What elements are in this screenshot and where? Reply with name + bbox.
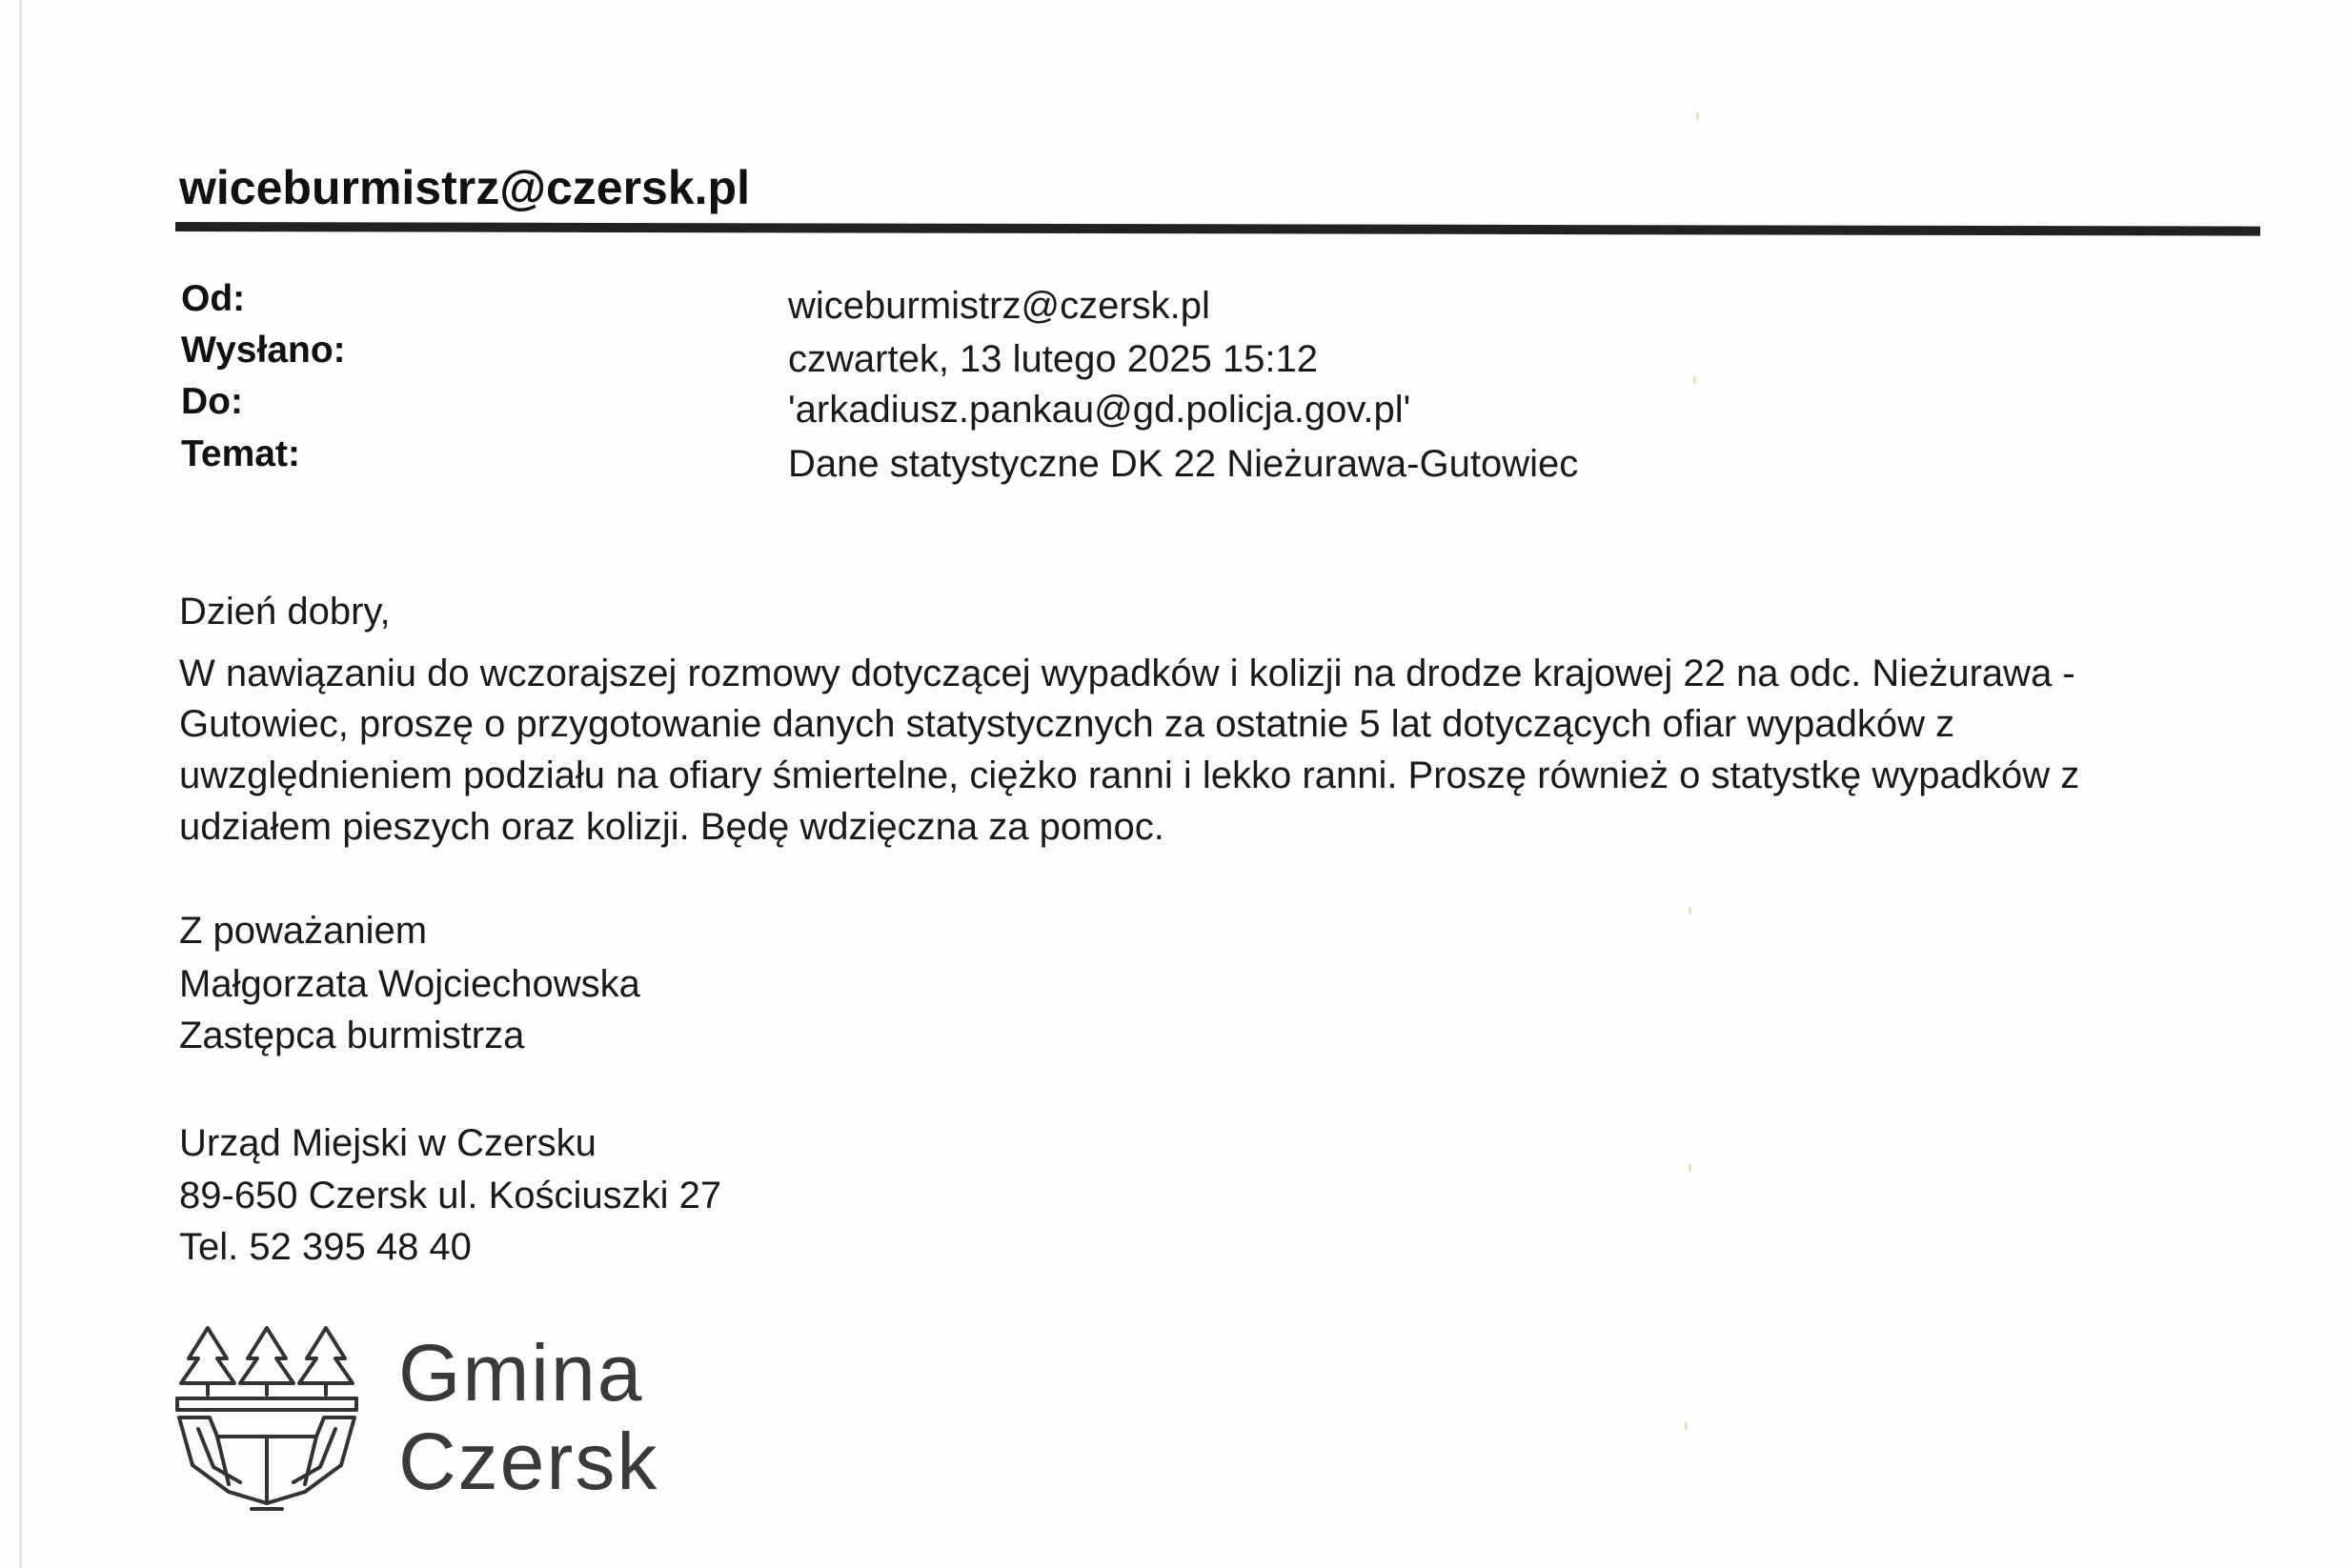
gmina-czersk-emblem-icon <box>172 1322 362 1513</box>
scan-speck <box>1685 1422 1688 1430</box>
signature-address: 89-650 Czersk ul. Kościuszki 27 <box>179 1175 722 1216</box>
from-value: wiceburmistrz@czersk.pl <box>788 285 1210 327</box>
subject-label: Temat: <box>181 433 300 474</box>
scan-edge-shadow <box>19 0 22 1568</box>
signature-phone: Tel. 52 395 48 40 <box>179 1226 472 1268</box>
scan-speck <box>1693 376 1696 384</box>
body-line-2: Gutowiec, proszę o przygotowanie danych statystycznych za ostatnie 5 lat dotyczących ofiar wypadków z <box>179 703 1955 745</box>
header-divider <box>175 222 2260 236</box>
greeting-text: Dzień dobry, <box>179 591 391 633</box>
to-value: 'arkadiusz.pankau@gd.policja.gov.pl' <box>788 389 1411 431</box>
scan-speck <box>1689 1164 1691 1172</box>
from-label: Od: <box>181 278 246 319</box>
body-line-3: uwzględnieniem podziału na ofiary śmiertelne, ciężko ranni i lekko ranni. Proszę również o statystkę wypadków z <box>179 754 2080 796</box>
sent-label: Wysłano: <box>181 330 346 371</box>
scan-speck <box>1696 112 1699 120</box>
signature-position: Zastępca burmistrza <box>179 1015 525 1056</box>
signature-office: Urząd Miejski w Czersku <box>179 1122 597 1164</box>
sent-value: czwartek, 13 lutego 2025 15:12 <box>788 338 1318 380</box>
body-line-4: udziałem pieszych oraz kolizji. Będę wdzięczna za pomoc. <box>179 806 1164 848</box>
signature-name: Małgorzata Wojciechowska <box>179 963 640 1005</box>
scan-speck <box>1689 907 1691 915</box>
subject-value: Dane statystyczne DK 22 Nieżurawa-Gutowiec <box>788 443 1579 485</box>
logo-text-czersk: Czersk <box>398 1417 659 1506</box>
to-label: Do: <box>181 381 243 422</box>
signature-closing: Z poważaniem <box>179 910 428 952</box>
logo-text-gmina: Gmina <box>398 1328 644 1417</box>
body-line-1: W nawiązaniu do wczorajszej rozmowy dotyczącej wypadków i kolizji na drodze krajowej 22 na odc. Nieżurawa - <box>179 653 2075 694</box>
header-email-title: wiceburmistrz@czersk.pl <box>179 161 750 214</box>
